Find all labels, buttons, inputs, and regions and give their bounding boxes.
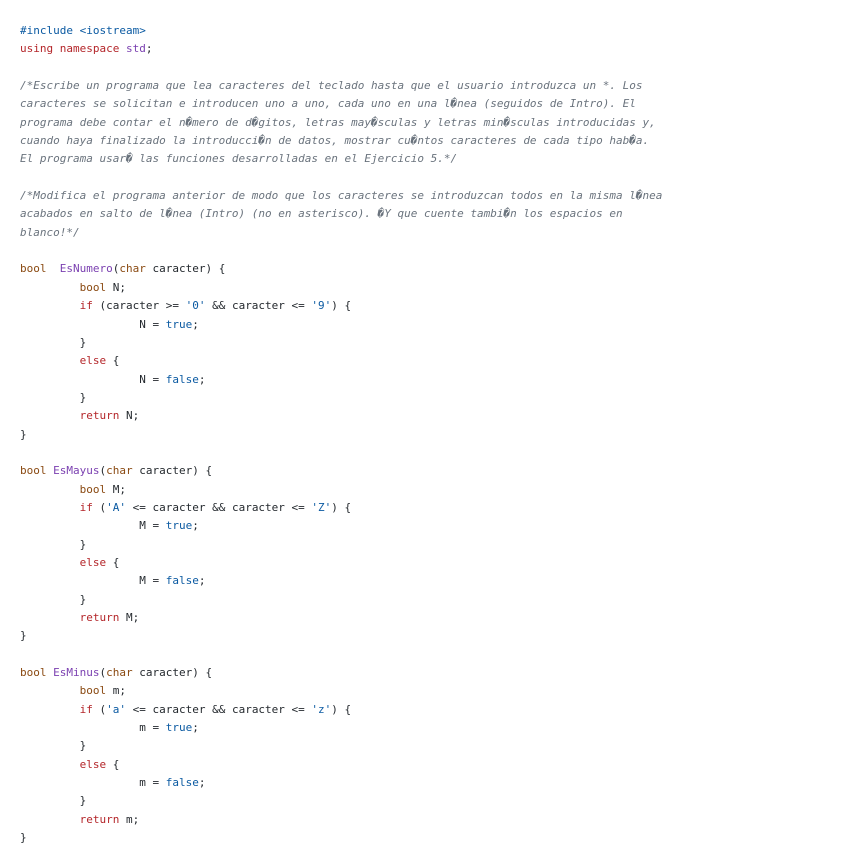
code-token-plain: ; <box>198 372 206 386</box>
code-token-plain: ; <box>198 776 206 790</box>
code-token-plain: <= caracter && caracter <= <box>125 500 312 514</box>
code-token-plain: } <box>20 390 87 404</box>
code-token-type: bool <box>79 482 107 496</box>
code-token-type: char <box>106 666 133 680</box>
code-token-plain <box>20 354 80 367</box>
code-line <box>20 407 840 425</box>
code-line <box>20 426 840 444</box>
code-token-fn: EsNumero <box>59 262 113 276</box>
code-token-plain: } <box>20 831 27 845</box>
code-token-plain: N = <box>20 372 166 386</box>
code-token-type: char <box>119 262 146 276</box>
code-token-plain: M; <box>106 482 126 496</box>
code-token-plain: ( <box>112 262 120 276</box>
code-token-plain <box>20 299 80 312</box>
code-token-str: 'A' <box>106 500 126 514</box>
code-token-plain: } <box>20 739 87 753</box>
code-line <box>20 187 840 205</box>
code-token-kw: if <box>79 702 93 716</box>
code-token-cm: cuando haya finalizado la introducci�n de datos, mostrar cu�ntos caracteres de cada tipo hab�a. <box>20 134 650 148</box>
code-view[interactable] <box>20 22 840 847</box>
code-line <box>20 701 840 719</box>
code-token-plain <box>119 42 126 55</box>
code-token-plain <box>20 611 80 624</box>
code-line <box>20 792 840 810</box>
code-line <box>20 756 840 774</box>
code-token-plain <box>20 813 80 826</box>
code-token-plain: ; <box>198 574 206 588</box>
code-token-lit: false <box>165 574 199 588</box>
code-line <box>20 169 840 187</box>
code-token-kw: return <box>79 611 120 624</box>
code-token-kw: if <box>79 299 93 313</box>
code-token-plain: } <box>20 629 27 643</box>
code-token-str: 'Z' <box>311 500 332 514</box>
code-line <box>20 719 840 737</box>
code-line <box>20 114 840 132</box>
code-token-plain <box>20 409 80 422</box>
code-line <box>20 682 840 700</box>
code-token-fn: EsMinus <box>53 666 100 680</box>
code-line <box>20 334 840 352</box>
code-line <box>20 205 840 223</box>
code-token-cm: caracteres se solicitan e introducen uno a uno, cada uno en una l�nea (seguidos de Intro). El <box>20 97 636 111</box>
code-token-str: '0' <box>185 299 206 313</box>
code-token-str: 'a' <box>106 702 126 716</box>
code-token-str: 'z' <box>311 702 332 716</box>
code-token-type: bool <box>79 280 107 294</box>
code-line <box>20 444 840 462</box>
code-token-kw: if <box>79 500 93 514</box>
code-token-plain <box>47 262 60 275</box>
code-line <box>20 260 840 278</box>
code-token-plain: } <box>20 427 27 441</box>
code-line <box>20 536 840 554</box>
code-token-cm: blanco!*/ <box>20 225 80 239</box>
code-token-lit: true <box>165 721 193 735</box>
code-token-fn: EsMayus <box>53 464 100 478</box>
code-token-plain: && caracter <= <box>205 299 312 313</box>
code-token-plain: } <box>20 592 87 606</box>
code-token-type: bool <box>20 666 47 680</box>
code-token-pp: #include <iostream> <box>20 24 146 37</box>
code-line <box>20 554 840 572</box>
code-line <box>20 40 840 58</box>
code-token-plain: m = <box>20 721 166 735</box>
code-token-plain <box>20 758 80 771</box>
code-token-str: '9' <box>311 299 332 313</box>
code-line <box>20 627 840 645</box>
code-token-plain: ; <box>192 721 199 735</box>
code-line <box>20 389 840 407</box>
code-token-plain: ) { <box>331 500 352 514</box>
code-token-cm: acabados en salto de l�nea (Intro) (no en asterisco). �Y que cuente tambi�n los espacios en <box>20 207 623 221</box>
code-token-cm: programa debe contar el n�mero de d�gitos, letras may�sculas y letras min�sculas introducidas y, <box>20 115 656 129</box>
code-token-plain: ( <box>92 702 107 716</box>
code-token-plain: ; <box>145 42 153 56</box>
code-token-type: bool <box>79 684 107 698</box>
code-token-plain: { <box>106 354 120 368</box>
code-token-kw: else <box>79 757 107 771</box>
code-token-kw: return <box>79 409 120 423</box>
code-token-plain: ( <box>92 500 107 514</box>
code-token-plain: m = <box>20 776 166 790</box>
code-token-plain: (caracter >= <box>92 299 186 313</box>
code-line <box>20 297 840 315</box>
code-token-cm: /*Modifica el programa anterior de modo que los caracteres se introduzcan todos en la misma l�nea <box>20 189 663 203</box>
code-token-plain <box>20 556 80 569</box>
code-line <box>20 150 840 168</box>
code-line <box>20 572 840 590</box>
code-token-plain: ) { <box>331 702 352 716</box>
code-token-kw: return <box>79 812 120 826</box>
code-line <box>20 77 840 95</box>
code-token-plain: caracter) { <box>132 464 213 478</box>
code-token-plain: N; <box>119 409 140 423</box>
code-token-type: bool <box>20 464 47 478</box>
code-token-kw: else <box>79 354 107 368</box>
code-token-plain: M = <box>20 519 166 533</box>
code-line <box>20 279 840 297</box>
code-token-kw: using <box>20 42 54 56</box>
code-token-plain: m; <box>106 684 126 698</box>
code-token-plain: <= caracter && caracter <= <box>125 702 312 716</box>
code-token-plain: caracter) { <box>132 666 213 680</box>
code-token-plain: ) { <box>331 299 352 313</box>
code-line <box>20 316 840 334</box>
code-line <box>20 371 840 389</box>
code-line <box>20 481 840 499</box>
code-line <box>20 591 840 609</box>
code-token-plain: ( <box>99 666 107 680</box>
code-token-cm: El programa usar� las funciones desarrolladas en el Ejercicio 5.*/ <box>20 152 458 166</box>
code-line <box>20 737 840 755</box>
code-line <box>20 352 840 370</box>
code-line <box>20 829 840 847</box>
code-token-plain: m; <box>119 812 140 826</box>
code-token-ns: std <box>125 42 146 56</box>
code-token-plain: M = <box>20 574 166 588</box>
code-token-plain <box>20 483 80 496</box>
code-line <box>20 646 840 664</box>
code-token-lit: true <box>165 519 193 533</box>
code-token-type: char <box>106 464 133 478</box>
code-token-lit: true <box>165 317 193 331</box>
code-token-plain <box>20 501 80 514</box>
code-line <box>20 664 840 682</box>
code-line <box>20 59 840 77</box>
code-token-plain: N = <box>20 317 166 331</box>
code-line <box>20 609 840 627</box>
code-token-plain <box>53 42 60 55</box>
code-token-kw: else <box>79 555 107 569</box>
code-token-lit: false <box>165 776 199 790</box>
code-token-plain: { <box>106 757 120 771</box>
code-token-plain: caracter) { <box>145 262 226 276</box>
code-token-plain: M; <box>119 611 140 624</box>
code-line <box>20 462 840 480</box>
code-token-plain: } <box>20 794 87 808</box>
code-token-type: bool <box>20 262 47 276</box>
code-line <box>20 517 840 535</box>
code-token-plain: ; <box>192 317 199 331</box>
code-token-plain: { <box>106 555 120 569</box>
code-token-plain: } <box>20 537 87 551</box>
code-token-plain: ( <box>99 464 107 478</box>
code-token-plain <box>20 684 80 697</box>
code-token-plain <box>20 703 80 716</box>
code-line <box>20 132 840 150</box>
code-token-plain: ; <box>192 519 199 533</box>
code-token-kw: namespace <box>59 42 120 56</box>
code-token-lit: false <box>165 372 199 386</box>
code-token-cm: /*Escribe un programa que lea caracteres del teclado hasta que el usuario introduzca un *. Los <box>20 79 643 93</box>
code-line <box>20 499 840 517</box>
code-line <box>20 95 840 113</box>
code-token-plain: N; <box>106 280 126 294</box>
code-line <box>20 242 840 260</box>
code-token-plain: } <box>20 335 87 349</box>
code-line <box>20 774 840 792</box>
code-token-plain <box>20 281 80 294</box>
code-line <box>20 22 840 40</box>
code-line <box>20 811 840 829</box>
code-line <box>20 224 840 242</box>
